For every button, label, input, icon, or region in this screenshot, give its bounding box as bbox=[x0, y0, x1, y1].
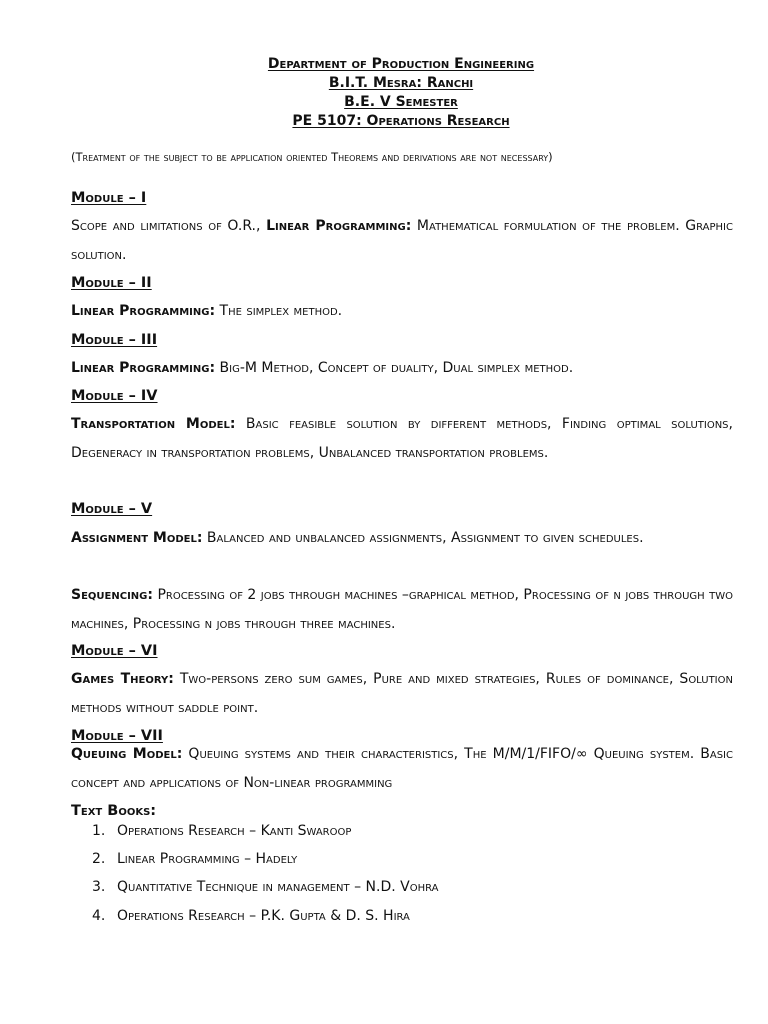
module-2-content bbox=[71, 297, 733, 326]
treatment-note: (Treatment of the subject to be application oriented Theorems and derivations are not necessary) bbox=[71, 150, 553, 164]
module-3-text: Big-M Method, Concept of duality, Dual simplex method. bbox=[215, 360, 574, 376]
module-7-heading: Module – VII bbox=[71, 728, 163, 744]
module-7-topic: Queuing Model: bbox=[71, 746, 183, 762]
module-4-text: Basic feasible solution by different methods, Finding optimal solutions, Degeneracy in transportation problems, Unbalanced transportation problems. bbox=[71, 416, 733, 461]
module-6-content bbox=[71, 665, 733, 722]
module-5-heading: Module – V bbox=[71, 501, 153, 517]
module-4-heading: Module – IV bbox=[71, 388, 158, 404]
textbook-item bbox=[92, 849, 297, 869]
textbook-text: Quantitative Technique in management – N.D. Vohra bbox=[117, 879, 439, 895]
document-header bbox=[0, 55, 768, 131]
module-5-sequencing bbox=[71, 581, 733, 638]
textbook-item bbox=[92, 821, 351, 841]
module-1-lead: Scope and limitations of O.R., bbox=[71, 218, 267, 234]
module-6-heading: Module – VI bbox=[71, 643, 158, 659]
module-5-assignment bbox=[71, 524, 733, 553]
textbook-text: Operations Research – Kanti Swaroop bbox=[117, 823, 352, 839]
module-2-text: The simplex method. bbox=[215, 303, 343, 319]
department-title: Department of Production Engineering bbox=[267, 56, 535, 72]
module-6-topic: Games Theory: bbox=[71, 671, 174, 687]
module-6-text: Two-persons zero sum games, Pure and mixed strategies, Rules of dominance, Solution methods without saddle point. bbox=[71, 671, 733, 716]
module-4-content bbox=[71, 410, 733, 467]
module-2-heading: Module – II bbox=[71, 275, 152, 291]
module-1-content bbox=[71, 212, 733, 269]
module-4-topic: Transportation Model: bbox=[71, 416, 236, 432]
textbook-number: 2. bbox=[92, 851, 106, 867]
textbook-number: 1. bbox=[92, 823, 106, 839]
institute-title: B.I.T. Mesra: Ranchi bbox=[328, 75, 474, 91]
module-2-topic: Linear Programming: bbox=[71, 303, 216, 319]
module-7-content bbox=[71, 740, 733, 797]
textbook-number: 4. bbox=[92, 908, 106, 924]
module-7-text: Queuing systems and their characteristics, The M/M/1/FIFO/∞ Queuing system. Basic concept and applications of Non-linear programming bbox=[71, 746, 733, 791]
textbook-text: Operations Research – P.K. Gupta & D. S. Hira bbox=[117, 908, 410, 924]
textbook-number: 3. bbox=[92, 879, 106, 895]
textbook-text: Linear Programming – Hadely bbox=[117, 851, 298, 867]
textbook-item bbox=[92, 906, 410, 926]
course-title: PE 5107: Operations Research bbox=[292, 113, 510, 129]
module-3-content bbox=[71, 354, 733, 383]
module-5-text: Balanced and unbalanced assignments, Assignment to given schedules. bbox=[202, 530, 644, 546]
textbook-item bbox=[92, 877, 439, 897]
semester-title: B.E. V Semester bbox=[344, 94, 458, 110]
module-1-text: Mathematical formulation of the problem. Graphic solution. bbox=[71, 218, 733, 263]
module-5-topic: Assignment Model: bbox=[71, 530, 203, 546]
module-5-topic-2: Sequencing: bbox=[71, 587, 153, 603]
module-1-heading: Module – I bbox=[71, 190, 147, 206]
textbooks-heading: Text Books: bbox=[71, 803, 157, 819]
module-5-text-2: Processing of 2 jobs through machines –graphical method, Processing of n jobs through two machines, Processing n jobs through three machines. bbox=[71, 587, 733, 632]
module-3-topic: Linear Programming: bbox=[71, 360, 216, 376]
module-3-heading: Module – III bbox=[71, 332, 158, 348]
module-1-topic: Linear Programming: bbox=[266, 218, 412, 234]
